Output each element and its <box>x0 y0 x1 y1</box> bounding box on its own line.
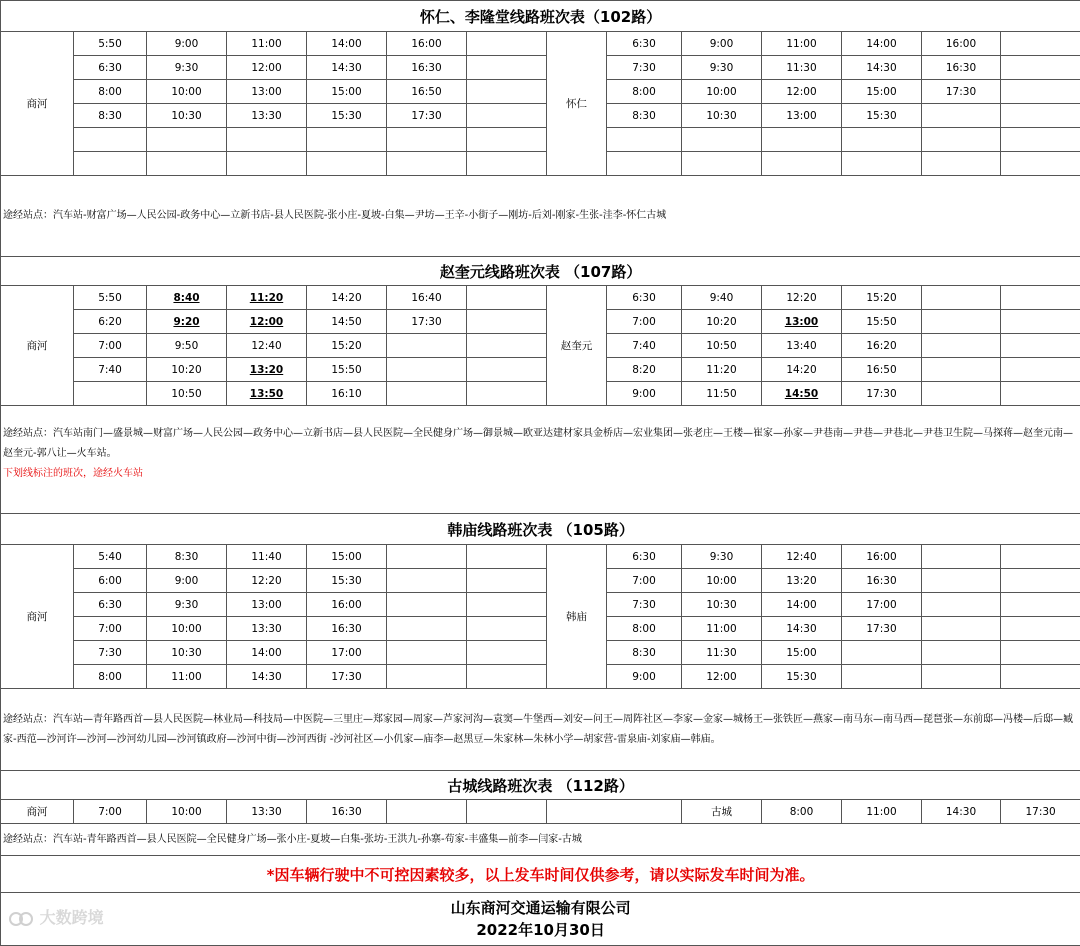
time-cell <box>922 641 1001 665</box>
time-cell: 17:00 <box>842 593 922 617</box>
route107-note: 下划线标注的班次，途经火车站 <box>3 468 143 479</box>
time-cell: 14:00 <box>842 32 922 56</box>
time-cell: 12:20 <box>227 569 307 593</box>
time-cell: 9:50 <box>147 334 227 358</box>
time-cell <box>467 641 547 665</box>
time-cell: 13:30 <box>227 800 307 824</box>
table-row <box>1 569 1080 593</box>
time-cell: 14:30 <box>227 665 307 689</box>
time-cell: 17:30 <box>307 665 387 689</box>
time-cell <box>467 665 547 689</box>
route102-stops-text: 途经站点：汽车站-财富广场—人民公园-政务中心—立新书店-县人民医院-张小庄-夏坡-白集—尹坊—王辛-小街子—刚坊-后刘-刚家-生张-洼李-怀仁古城 <box>3 210 666 221</box>
time-cell <box>467 286 547 310</box>
time-cell <box>307 128 387 152</box>
time-cell: 10:20 <box>147 358 227 382</box>
empty-cell <box>547 800 682 824</box>
time-cell: 12:20 <box>762 286 842 310</box>
time-cell: 16:20 <box>842 334 922 358</box>
route107-left-station: 商河 <box>1 286 74 406</box>
time-cell: 15:30 <box>762 665 842 689</box>
company-name: 山东商河交通运输有限公司 <box>1 897 1080 919</box>
time-cell: 11:30 <box>682 641 762 665</box>
time-cell <box>74 382 147 406</box>
time-cell <box>307 152 387 176</box>
time-cell <box>1001 56 1080 80</box>
time-cell: 14:30 <box>762 617 842 641</box>
time-cell <box>922 665 1001 689</box>
time-cell: 7:00 <box>607 310 682 334</box>
time-cell <box>922 617 1001 641</box>
time-cell <box>467 56 547 80</box>
time-cell <box>467 593 547 617</box>
time-cell: 16:00 <box>922 32 1001 56</box>
time-cell: 9:30 <box>147 56 227 80</box>
time-cell <box>467 545 547 569</box>
time-cell: 9:40 <box>682 286 762 310</box>
time-cell <box>467 128 547 152</box>
time-cell <box>387 382 467 406</box>
table-row <box>1 104 1080 128</box>
time-cell: 9:20 <box>147 310 227 334</box>
time-cell <box>227 152 307 176</box>
watermark-text: 大数跨境 <box>40 908 104 927</box>
time-cell: 7:00 <box>74 800 147 824</box>
time-cell <box>1001 334 1080 358</box>
time-cell <box>1001 665 1080 689</box>
time-cell <box>467 334 547 358</box>
time-cell <box>922 334 1001 358</box>
time-cell: 16:10 <box>307 382 387 406</box>
time-cell <box>1001 152 1080 176</box>
time-cell <box>922 152 1001 176</box>
time-cell <box>387 617 467 641</box>
time-cell: 8:30 <box>74 104 147 128</box>
time-cell: 11:20 <box>227 286 307 310</box>
time-cell: 10:00 <box>147 80 227 104</box>
time-cell: 6:20 <box>74 310 147 334</box>
time-cell: 9:00 <box>607 665 682 689</box>
time-cell <box>922 545 1001 569</box>
time-cell <box>922 310 1001 334</box>
time-cell: 11:30 <box>762 56 842 80</box>
time-cell: 7:40 <box>607 334 682 358</box>
table-row <box>1 310 1080 334</box>
time-cell: 17:30 <box>842 382 922 406</box>
route105-title: 韩庙线路班次表 （105路） <box>1 514 1080 545</box>
time-cell <box>387 665 467 689</box>
time-cell: 11:00 <box>762 32 842 56</box>
time-cell: 8:00 <box>74 665 147 689</box>
publish-date: 2022年10月30日 <box>1 919 1080 941</box>
time-cell: 8:00 <box>607 617 682 641</box>
time-cell <box>467 382 547 406</box>
time-cell: 13:00 <box>227 593 307 617</box>
table-row <box>1 617 1080 641</box>
time-cell <box>1001 617 1080 641</box>
time-cell: 13:30 <box>227 104 307 128</box>
route102-title: 怀仁、李隆堂线路班次表（102路） <box>1 1 1080 32</box>
time-cell: 5:50 <box>74 286 147 310</box>
notice-text: *因车辆行驶中不可控因素较多，以上发车时间仅供参考，请以实际发车时间为准。 <box>1 856 1080 893</box>
table-row <box>1 80 1080 104</box>
table-row <box>1 800 1080 824</box>
route102-title-row <box>1 1 1080 32</box>
time-cell <box>74 152 147 176</box>
time-cell <box>387 152 467 176</box>
time-cell <box>467 310 547 334</box>
route105-stops-row <box>1 689 1080 771</box>
time-cell: 10:50 <box>682 334 762 358</box>
time-cell: 15:30 <box>842 104 922 128</box>
time-cell: 17:30 <box>1001 800 1080 824</box>
time-cell: 16:30 <box>307 800 387 824</box>
time-cell: 15:20 <box>842 286 922 310</box>
time-cell: 14:00 <box>227 641 307 665</box>
time-cell: 10:00 <box>147 800 227 824</box>
time-cell: 10:50 <box>147 382 227 406</box>
time-cell: 16:30 <box>307 617 387 641</box>
time-cell <box>147 128 227 152</box>
time-cell: 15:00 <box>842 80 922 104</box>
time-cell <box>387 800 467 824</box>
time-cell: 16:50 <box>842 358 922 382</box>
table-row <box>1 152 1080 176</box>
time-cell: 15:20 <box>307 334 387 358</box>
time-cell: 15:30 <box>307 104 387 128</box>
time-cell <box>682 152 762 176</box>
time-cell: 7:00 <box>607 569 682 593</box>
time-cell: 10:20 <box>682 310 762 334</box>
route107-title: 赵奎元线路班次表 （107路） <box>1 257 1080 286</box>
time-cell: 16:30 <box>922 56 1001 80</box>
watermark-logo-icon <box>8 910 34 928</box>
route102-right-station: 怀仁 <box>547 32 607 176</box>
route112-right-station: 古城 <box>682 800 762 824</box>
time-cell: 15:00 <box>307 80 387 104</box>
time-cell: 12:00 <box>227 310 307 334</box>
time-cell: 9:00 <box>147 32 227 56</box>
time-cell <box>842 641 922 665</box>
time-cell: 8:30 <box>607 104 682 128</box>
time-cell: 6:30 <box>74 593 147 617</box>
time-cell: 12:00 <box>227 56 307 80</box>
time-cell: 10:00 <box>147 617 227 641</box>
time-cell <box>467 569 547 593</box>
time-cell <box>387 128 467 152</box>
time-cell: 17:30 <box>842 617 922 641</box>
time-cell: 15:00 <box>307 545 387 569</box>
time-cell <box>1001 382 1080 406</box>
time-cell: 5:50 <box>74 32 147 56</box>
time-cell <box>1001 641 1080 665</box>
route112-stops-text: 途经站点：汽车站-青年路西首—县人民医院—全民健身广场—张小庄-夏坡—白集-张坊-王洪九-孙寨-苟家-丰盛集—前李—闫家-古城 <box>3 834 582 845</box>
time-cell <box>387 593 467 617</box>
time-cell: 16:00 <box>307 593 387 617</box>
time-cell: 7:00 <box>74 334 147 358</box>
time-cell: 9:00 <box>682 32 762 56</box>
time-cell <box>922 358 1001 382</box>
route112-title: 古城线路班次表 （112路） <box>1 771 1080 800</box>
time-cell: 7:30 <box>74 641 147 665</box>
time-cell <box>922 128 1001 152</box>
time-cell: 9:00 <box>607 382 682 406</box>
time-cell: 11:40 <box>227 545 307 569</box>
time-cell: 16:30 <box>387 56 467 80</box>
time-cell: 16:00 <box>387 32 467 56</box>
route105-title-row <box>1 514 1080 545</box>
time-cell: 8:00 <box>762 800 842 824</box>
time-cell: 15:50 <box>307 358 387 382</box>
time-cell: 13:50 <box>227 382 307 406</box>
time-cell: 17:30 <box>387 104 467 128</box>
time-cell <box>227 128 307 152</box>
time-cell: 10:00 <box>682 569 762 593</box>
time-cell: 6:30 <box>607 286 682 310</box>
footer <box>1 893 1080 946</box>
time-cell <box>1001 310 1080 334</box>
time-cell: 10:00 <box>682 80 762 104</box>
time-cell: 7:30 <box>607 56 682 80</box>
table-row <box>1 128 1080 152</box>
time-cell <box>1001 545 1080 569</box>
time-cell <box>387 358 467 382</box>
time-cell: 14:50 <box>307 310 387 334</box>
time-cell: 5:40 <box>74 545 147 569</box>
time-cell <box>467 152 547 176</box>
time-cell: 12:00 <box>762 80 842 104</box>
time-cell: 8:30 <box>147 545 227 569</box>
table-row <box>1 593 1080 617</box>
table-row <box>1 32 1080 56</box>
time-cell: 13:20 <box>227 358 307 382</box>
time-cell: 9:30 <box>147 593 227 617</box>
notice-row <box>1 856 1080 893</box>
time-cell: 11:20 <box>682 358 762 382</box>
time-cell <box>842 665 922 689</box>
time-cell: 14:00 <box>762 593 842 617</box>
route105-stops-text: 途经站点：汽车站—青年路西首—县人民医院—林业局—科技局—中医院—三里庄—郑家园—周家—芦家河沟—袁窦—牛堡西—刘安—问王—周阵社区—李家—金家—城杨王—张铁匠—燕家—南马东—南马西—琵琶张—东前邸—冯楼—后邸—臧家-西范—沙河许—沙河—沙河幼儿园—沙河镇政府—沙河中街—沙河西街 -沙河社区—小仉家—庙李—赵黑豆—朱家林—朱林小学—胡家营-雷泉庙-刘家庙—韩庙。 <box>3 714 1073 745</box>
time-cell: 7:40 <box>74 358 147 382</box>
time-cell <box>1001 32 1080 56</box>
time-cell: 14:30 <box>842 56 922 80</box>
table-row <box>1 665 1080 689</box>
time-cell <box>467 617 547 641</box>
time-cell <box>387 545 467 569</box>
time-cell: 8:00 <box>607 80 682 104</box>
time-cell: 16:00 <box>842 545 922 569</box>
table-row <box>1 56 1080 80</box>
time-cell <box>467 800 547 824</box>
time-cell <box>1001 569 1080 593</box>
time-cell: 14:30 <box>922 800 1001 824</box>
time-cell: 15:00 <box>762 641 842 665</box>
route102-stops-row <box>1 176 1080 257</box>
time-cell <box>842 152 922 176</box>
time-cell: 11:00 <box>147 665 227 689</box>
time-cell <box>922 569 1001 593</box>
time-cell <box>467 104 547 128</box>
time-cell: 6:30 <box>607 545 682 569</box>
route112-left-station: 商河 <box>1 800 74 824</box>
route112-stops <box>1 824 1080 856</box>
time-cell <box>387 334 467 358</box>
watermark <box>8 905 104 928</box>
time-cell: 7:30 <box>607 593 682 617</box>
time-cell: 14:00 <box>307 32 387 56</box>
route107-title-row <box>1 257 1080 286</box>
time-cell: 12:40 <box>227 334 307 358</box>
time-cell: 12:40 <box>762 545 842 569</box>
time-cell: 9:30 <box>682 545 762 569</box>
route107-right-station: 赵奎元 <box>547 286 607 406</box>
time-cell <box>1001 286 1080 310</box>
time-cell: 15:50 <box>842 310 922 334</box>
time-cell: 6:30 <box>74 56 147 80</box>
time-cell: 15:30 <box>307 569 387 593</box>
route107-stops-row <box>1 406 1080 514</box>
time-cell: 14:20 <box>762 358 842 382</box>
route105-right-station: 韩庙 <box>547 545 607 689</box>
time-cell: 10:30 <box>147 641 227 665</box>
table-row <box>1 641 1080 665</box>
time-cell: 16:30 <box>842 569 922 593</box>
route107-stops <box>1 406 1080 514</box>
time-cell: 8:40 <box>147 286 227 310</box>
route112-title-row <box>1 771 1080 800</box>
time-cell <box>467 358 547 382</box>
route107-stops-text: 途经站点：汽车站南门—盛景城—财富广场—人民公园—政务中心—立新书店—县人民医院—全民健身广场—御景城—欧亚达建材家具金桥店—宏业集团—张老庄—王楼—崔家—孙家—尹巷南—尹巷—尹巷北—尹巷卫生院—马探蒋—赵奎元南—赵奎元-郭八让—火车站。 <box>3 428 1073 459</box>
route102-left-station: 商河 <box>1 32 74 176</box>
time-cell <box>607 152 682 176</box>
time-cell: 10:30 <box>682 104 762 128</box>
time-cell <box>762 152 842 176</box>
time-cell <box>922 593 1001 617</box>
time-cell <box>387 641 467 665</box>
time-cell: 8:30 <box>607 641 682 665</box>
time-cell: 6:00 <box>74 569 147 593</box>
time-cell: 17:30 <box>387 310 467 334</box>
time-cell <box>682 128 762 152</box>
footer-row <box>1 893 1080 946</box>
time-cell: 17:30 <box>922 80 1001 104</box>
time-cell <box>1001 593 1080 617</box>
table-row <box>1 286 1080 310</box>
time-cell: 10:30 <box>147 104 227 128</box>
table-row <box>1 334 1080 358</box>
time-cell <box>842 128 922 152</box>
time-cell: 13:00 <box>762 310 842 334</box>
time-cell <box>467 80 547 104</box>
time-cell <box>1001 104 1080 128</box>
time-cell: 8:20 <box>607 358 682 382</box>
time-cell <box>922 286 1001 310</box>
time-cell: 16:40 <box>387 286 467 310</box>
time-cell <box>922 382 1001 406</box>
time-cell: 11:00 <box>842 800 922 824</box>
time-cell: 6:30 <box>607 32 682 56</box>
time-cell <box>1001 128 1080 152</box>
time-cell: 10:30 <box>682 593 762 617</box>
time-cell: 14:50 <box>762 382 842 406</box>
time-cell <box>922 104 1001 128</box>
time-cell <box>1001 80 1080 104</box>
route105-left-station: 商河 <box>1 545 74 689</box>
table-row <box>1 545 1080 569</box>
time-cell: 7:00 <box>74 617 147 641</box>
time-cell: 13:30 <box>227 617 307 641</box>
time-cell <box>607 128 682 152</box>
time-cell <box>147 152 227 176</box>
time-cell: 11:50 <box>682 382 762 406</box>
time-cell <box>74 128 147 152</box>
table-row <box>1 358 1080 382</box>
route112-stops-row <box>1 824 1080 856</box>
time-cell: 13:40 <box>762 334 842 358</box>
time-cell: 8:00 <box>74 80 147 104</box>
table-row <box>1 382 1080 406</box>
time-cell: 9:30 <box>682 56 762 80</box>
time-cell <box>387 569 467 593</box>
time-cell: 9:00 <box>147 569 227 593</box>
time-cell: 13:00 <box>227 80 307 104</box>
time-cell: 12:00 <box>682 665 762 689</box>
time-cell <box>1001 358 1080 382</box>
time-cell: 13:00 <box>762 104 842 128</box>
time-cell <box>467 32 547 56</box>
route102-stops <box>1 176 1080 257</box>
time-cell: 11:00 <box>682 617 762 641</box>
time-cell: 17:00 <box>307 641 387 665</box>
time-cell: 11:00 <box>227 32 307 56</box>
time-cell: 14:30 <box>307 56 387 80</box>
time-cell: 13:20 <box>762 569 842 593</box>
time-cell: 14:20 <box>307 286 387 310</box>
time-cell <box>762 128 842 152</box>
schedule-body <box>1 1 1080 946</box>
time-cell: 16:50 <box>387 80 467 104</box>
route105-stops <box>1 689 1080 771</box>
